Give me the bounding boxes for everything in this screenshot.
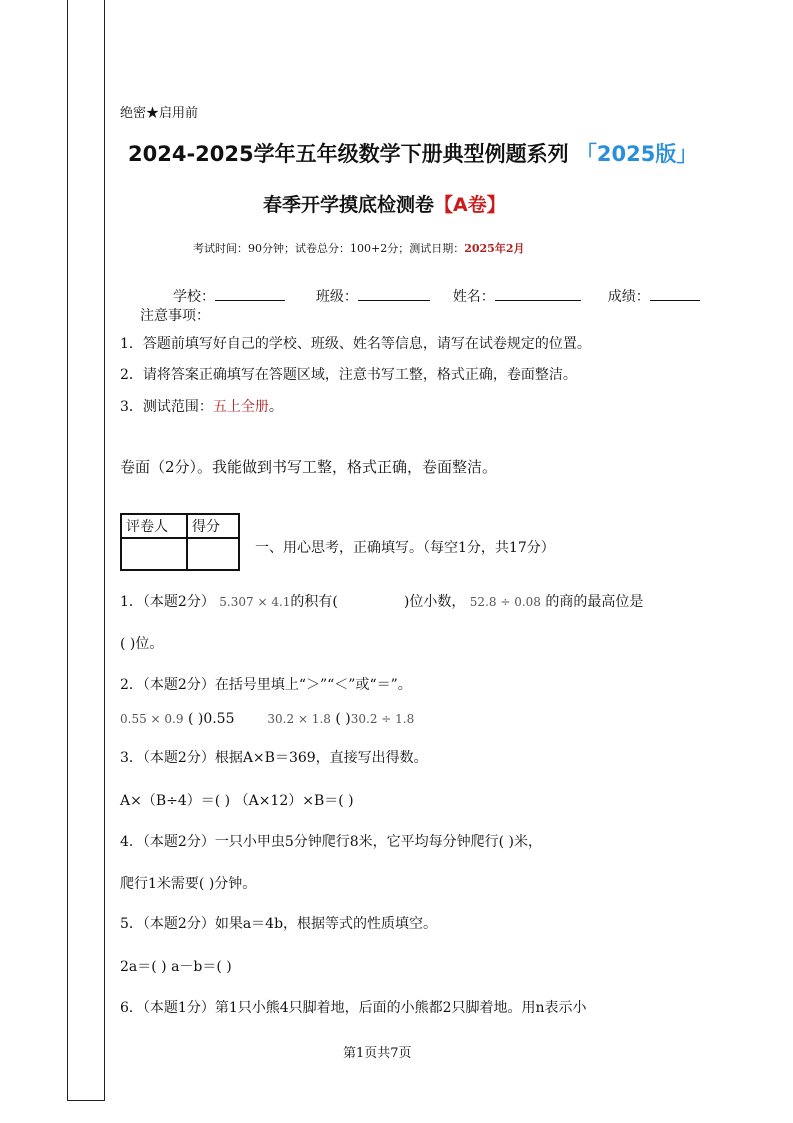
page-title (128, 138, 697, 168)
question-2: 2．（本题2分）在括号里填上“＞”“＜”或“＝”。 (120, 677, 412, 693)
section-1-heading: 一、用心思考，正确填写。（每空1分，共17分） (255, 540, 555, 556)
class-input-line[interactable] (358, 286, 430, 301)
school-label: 学校： (173, 289, 215, 305)
student-info-fields (173, 286, 700, 306)
name-label: 姓名： (452, 289, 495, 305)
notice-item-2: 2．请将答案正确填写在答题区域，注意书写工整，格式正确，卷面整洁。 (120, 367, 577, 383)
q2-expression-3: 30.2 ÷ 1.8 (350, 712, 415, 726)
question-5: 5．（本题2分）如果a＝4b，根据等式的性质填空。 (120, 916, 438, 932)
test-scope: 五上全册 (212, 399, 269, 415)
question-4-line-2: 爬行1米需要( )分钟。 (120, 876, 257, 892)
cover-note: 卷面（2分）。我能做到书写工整，格式正确，卷面整洁。 (120, 458, 498, 476)
question-1: 1．（本题2分） 5.307 × 4.1的积有( )位小数， 52.8 ÷ 0.08 的商的最高位是 (120, 594, 644, 610)
exam-date: 2025年2月 (464, 242, 525, 255)
title-edition: 「2025版」 (575, 142, 698, 166)
q2-blank-1: ( )0.55 (187, 711, 235, 727)
notice-heading: 注意事项： (140, 308, 210, 324)
notice-item-1: 1．答题前填写好自己的学校、班级、姓名等信息，请写在试卷规定的位置。 (120, 336, 591, 352)
question-2-line-2 (120, 711, 414, 727)
question-5-line-2: 2a＝( ) a－b＝( ) (120, 959, 232, 975)
question-3-line-2: A×（B÷4）＝( ) （A×12）×B＝( ) (120, 793, 354, 809)
page-subtitle (263, 190, 506, 217)
page-footer: 第1页共7页 (343, 1046, 412, 1061)
subtitle-tag: 【A卷】 (434, 194, 506, 216)
notice-item-3: 3．测试范围：五上全册。 (120, 399, 283, 415)
question-1-line-2: ( )位。 (120, 636, 164, 652)
q1-expression-2: 52.8 ÷ 0.08 (469, 595, 541, 609)
grader-header: 评卷人 (121, 514, 187, 538)
school-input-line[interactable] (215, 286, 285, 301)
question-3: 3．（本题2分）根据A×B＝369，直接写出得数。 (120, 750, 428, 766)
class-label: 班级： (315, 289, 358, 305)
score-table (120, 513, 240, 571)
score-label: 成绩： (607, 289, 650, 305)
exam-info (193, 240, 525, 256)
title-main: 2024-2025学年五年级数学下册典型例题系列 (128, 142, 569, 166)
q2-expression-1: 0.55 × 0.9 (120, 712, 184, 726)
subtitle-main: 春季开学摸底检测卷 (263, 194, 435, 216)
q1-expression-1: 5.307 × 4.1 (219, 595, 291, 609)
q2-blank-2: ( ) (335, 711, 351, 727)
score-header: 得分 (187, 514, 239, 538)
name-input-line[interactable] (495, 286, 581, 301)
score-input-line[interactable] (650, 286, 700, 301)
q2-expression-2: 30.2 × 1.8 (267, 712, 331, 726)
score-cell[interactable] (187, 538, 239, 570)
exam-info-text: 考试时间：90分钟；试卷总分：100+2分；测试日期： (193, 242, 465, 255)
question-6: 6．（本题1分）第1只小熊4只脚着地，后面的小熊都2只脚着地。用n表示小 (120, 1000, 587, 1016)
question-4: 4．（本题2分）一只小甲虫5分钟爬行8米，它平均每分钟爬行( )米， (120, 834, 543, 850)
confidential-label: 绝密★启用前 (120, 106, 199, 121)
grader-cell[interactable] (121, 538, 187, 570)
binding-margin (67, 0, 105, 1101)
